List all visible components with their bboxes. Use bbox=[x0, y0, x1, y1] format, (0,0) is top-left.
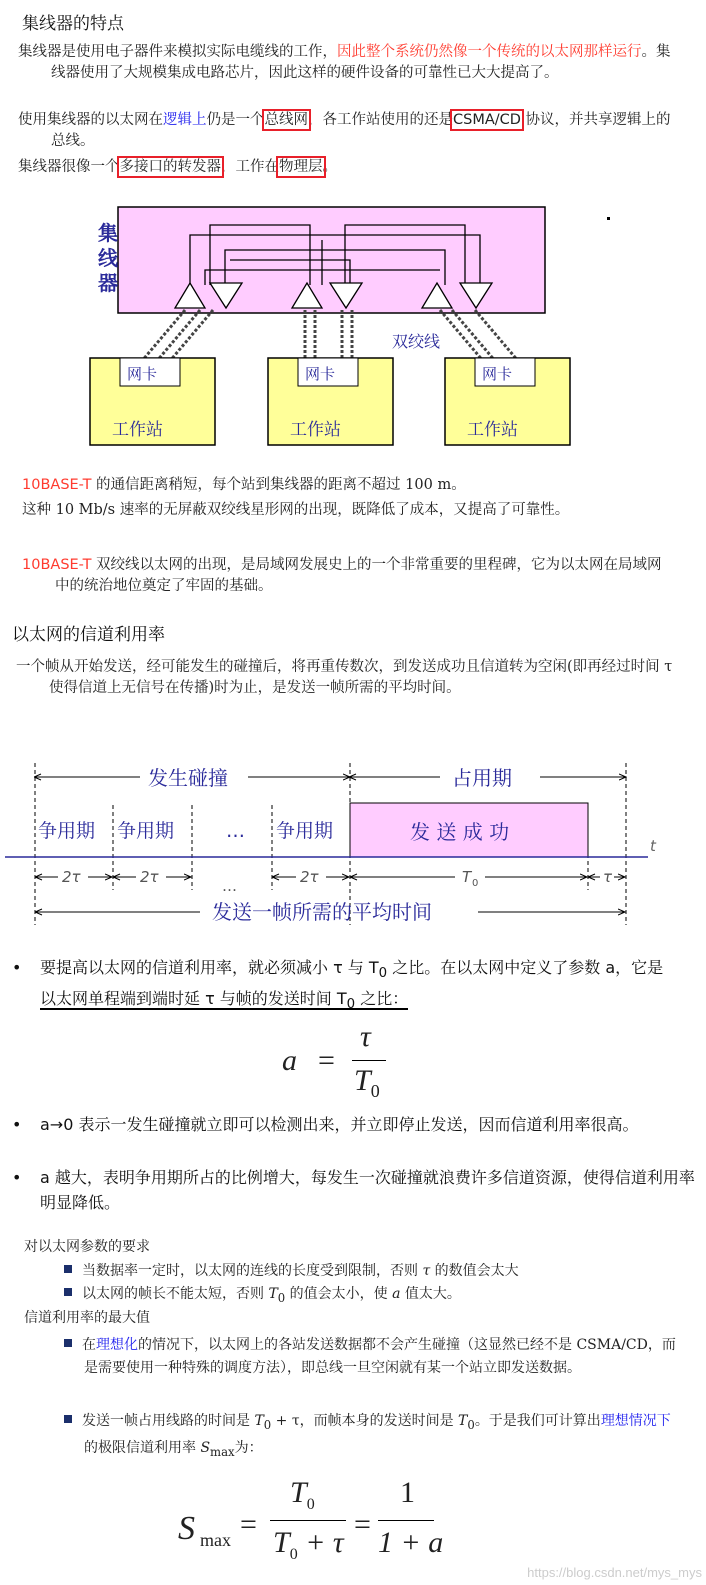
avg-time-label: 发送一帧所需的平均时间 bbox=[212, 900, 432, 924]
axis-label: t bbox=[650, 837, 656, 855]
highlight-text: 逻辑上 bbox=[163, 112, 207, 128]
text: 集线器很像一个 bbox=[18, 159, 120, 175]
max-util-1 bbox=[64, 1334, 684, 1380]
subscript: 0 bbox=[289, 1546, 298, 1563]
nic-label: 网卡 bbox=[482, 365, 513, 383]
var: T bbox=[354, 1064, 371, 1097]
text: 的极限信道利用率 bbox=[84, 1439, 201, 1456]
text: 协议，并共享逻辑上的总线。 bbox=[51, 112, 671, 149]
text: 仍是一个 bbox=[206, 112, 265, 128]
station-label: 工作站 bbox=[112, 420, 163, 440]
bullet-1: • 要提高以太网的信道利用率，就必须减小 τ 与 $T_0$ 之比。在以太网中定义了参数 a，它是以太网单程端到端时延 τ 与帧的发送时间 $T_0$ 之比： bbox=[12, 958, 664, 1013]
highlight-text: 因此整个系统仍然像一个传统的以太网那样运行 bbox=[337, 44, 642, 60]
requirement-1 bbox=[64, 1261, 519, 1282]
boxed-text: 多接口的转发器 bbox=[119, 159, 221, 175]
boxed-text: CSMA/CD bbox=[453, 112, 521, 128]
text: 的数值会太大 bbox=[430, 1263, 519, 1279]
note-3 bbox=[22, 555, 675, 597]
subscript: 0 bbox=[263, 1417, 272, 1432]
text: 双绞线以太网的出现，是局域网发展史上的一个非常重要的里程碑，它为以太网在局域网中的统治地位奠定了牢固的基础。 bbox=[55, 557, 662, 594]
hub-diagram bbox=[0, 195, 706, 455]
workstation-1 bbox=[90, 358, 215, 445]
bullet-3: • a 越大，表明争用期所占的比例增大，每发生一次碰撞就浪费许多信道资源，使得信道利用率明显降低。 bbox=[12, 1168, 695, 1212]
formula-eq: = bbox=[354, 1508, 371, 1541]
section-title-hub: 集线器的特点 bbox=[22, 14, 124, 34]
text: 的值会太小，使 bbox=[285, 1286, 393, 1302]
text: 使用集线器的以太网在 bbox=[18, 112, 163, 128]
subscript: 0 bbox=[472, 878, 479, 889]
var: T bbox=[290, 1476, 307, 1509]
text: 的通信距离稍短，每个站到集线器的距离不超过 100 m。 bbox=[91, 477, 466, 493]
bullet-2: • a→0 表示一发生碰撞就立即可以检测出来，并立即停止发送，因而信道利用率很高。 bbox=[12, 1115, 639, 1134]
collision-label: 发生碰撞 bbox=[148, 766, 228, 790]
formula-eq: = bbox=[240, 1508, 257, 1541]
subscript: 0 bbox=[306, 1496, 315, 1513]
math: τ bbox=[422, 1263, 431, 1279]
boxed-text: 物理层 bbox=[279, 159, 323, 175]
math: T bbox=[268, 1286, 278, 1302]
text: 。 bbox=[322, 159, 337, 175]
ellipsis: … bbox=[226, 820, 245, 842]
subscript: 0 bbox=[378, 966, 388, 982]
ellipsis: … bbox=[222, 877, 237, 895]
workstation-3 bbox=[445, 358, 570, 445]
formula-var: a bbox=[282, 1044, 297, 1077]
text: 为： bbox=[234, 1439, 263, 1456]
hub-paragraph-1 bbox=[18, 42, 681, 84]
text: ，工作在 bbox=[221, 159, 279, 175]
hub-paragraph-2 bbox=[18, 110, 681, 152]
text: a 越大，表明争用期所占的比例增大，每发生一次碰撞就浪费许多信道资源，使得信道利用率明显降低。 bbox=[40, 1168, 695, 1212]
max-util-2 bbox=[64, 1410, 684, 1464]
station-label: 工作站 bbox=[290, 420, 341, 440]
utilization-paragraph: 一个帧从开始发送，经可能发生的碰撞后，将再重传数次，到发送成功且信道转为空闲(即再经过时间 τ 使得信道上无信号在传播)时为止，是发送一帧所需的平均时间。 bbox=[16, 659, 673, 696]
subscript: max bbox=[210, 1444, 235, 1459]
text: 之比。在以太网中定义了参数 a，它是 bbox=[387, 958, 664, 977]
highlight-text: 理想化 bbox=[96, 1337, 138, 1353]
contention-label: 争用期 bbox=[276, 820, 334, 842]
interval-label: 2τ bbox=[62, 868, 81, 886]
interval-label: 2τ bbox=[140, 868, 159, 886]
workstation-2 bbox=[268, 358, 393, 445]
interval-label: τ bbox=[603, 868, 613, 886]
underlined-text: 以太网单程端到端时延 τ 与帧的发送时间 T bbox=[40, 989, 347, 1009]
text: 。集线器使用了大规模集成电路芯片，因此这样的硬件设备的可靠性已大大提高了。 bbox=[51, 44, 671, 81]
requirement-2 bbox=[64, 1284, 461, 1309]
text: 的情况下，以太网上的各站发送数据都不会产生碰撞（这显然已经不是 CSMA/CD，而是需要使用一种特殊的调度方法），即总线一旦空闲就有某一个站立即发送数据。 bbox=[84, 1337, 676, 1376]
text: 。于是我们可计算出 bbox=[474, 1413, 601, 1429]
hub-paragraph-3 bbox=[18, 157, 648, 178]
math: a bbox=[392, 1286, 401, 1302]
interval-label: T bbox=[462, 868, 472, 886]
text: 发送一帧占用线路的时间是 bbox=[82, 1413, 255, 1429]
underlined-text: 之比： bbox=[355, 989, 409, 1009]
interval-label: 2τ bbox=[300, 868, 319, 886]
formula-numerator: τ bbox=[360, 1020, 371, 1053]
boxed-text: 总线网 bbox=[264, 112, 308, 128]
subscript: 0 bbox=[467, 1417, 475, 1432]
text: 在 bbox=[82, 1337, 96, 1353]
highlight-text: 10BASE-T bbox=[22, 477, 92, 493]
text: 值太大。 bbox=[400, 1286, 461, 1302]
subscript: max bbox=[200, 1530, 231, 1550]
watermark: https://blog.csdn.net/mys_mys bbox=[527, 1565, 702, 1580]
text: 要提高以太网的信道利用率，就必须减小 τ 与 T bbox=[40, 958, 379, 977]
max-util-title: 信道利用率的最大值 bbox=[24, 1310, 150, 1326]
denominator bbox=[273, 1526, 344, 1564]
text: + τ，而帧本身的发送时间是 bbox=[271, 1413, 459, 1429]
hub-label: 集 bbox=[98, 221, 118, 245]
formula-eq: = bbox=[318, 1044, 335, 1077]
text: 以太网的帧长不能太短，否则 bbox=[82, 1286, 269, 1302]
note-2: 这种 10 Mb/s 速率的无屏蔽双绞线星形网的出现，既降低了成本，又提高了可靠性。 bbox=[22, 502, 570, 518]
var: + τ bbox=[297, 1526, 344, 1559]
formula-var: S bbox=[178, 1510, 195, 1547]
formula-denominator bbox=[354, 1064, 380, 1102]
subscript: 0 bbox=[346, 997, 356, 1013]
success-label: 发 送 成 功 bbox=[410, 820, 510, 844]
highlight-text: 10BASE-T bbox=[22, 557, 92, 573]
formula-smax bbox=[178, 1476, 458, 1580]
hub-label: 器 bbox=[98, 271, 118, 295]
timeline-diagram bbox=[0, 755, 706, 930]
subscript: 0 bbox=[370, 1081, 380, 1101]
hub-label: 线 bbox=[98, 246, 118, 270]
cable-label: 双绞线 bbox=[392, 332, 441, 351]
denominator: 1 + a bbox=[378, 1526, 444, 1559]
subscript: 0 bbox=[277, 1290, 286, 1305]
section-title-utilization: 以太网的信道利用率 bbox=[12, 625, 165, 645]
highlight-text: 理想情况下 bbox=[600, 1413, 671, 1429]
nic-label: 网卡 bbox=[305, 365, 336, 383]
math: S bbox=[200, 1439, 211, 1456]
contention-label: 争用期 bbox=[117, 820, 175, 842]
math: T bbox=[254, 1413, 264, 1429]
numerator bbox=[290, 1476, 315, 1514]
nic-label: 网卡 bbox=[127, 365, 158, 383]
station-label: 工作站 bbox=[467, 420, 518, 440]
text: a→0 表示一发生碰撞就立即可以检测出来，并立即停止发送，因而信道利用率很高。 bbox=[40, 1115, 639, 1134]
var: T bbox=[273, 1526, 290, 1559]
numerator: 1 bbox=[400, 1476, 415, 1509]
contention-label: 争用期 bbox=[38, 820, 96, 842]
text: 当数据率一定时，以太网的连线的长度受到限制，否则 bbox=[82, 1263, 423, 1279]
math: T bbox=[458, 1413, 468, 1429]
requirements-title: 对以太网参数的要求 bbox=[24, 1239, 150, 1255]
text: 集线器是使用电子器件来模拟实际电缆线的工作， bbox=[18, 44, 337, 60]
text: ，各工作站使用的还是 bbox=[308, 112, 453, 128]
note-1 bbox=[22, 475, 466, 496]
occupy-label: 占用期 bbox=[452, 766, 512, 790]
